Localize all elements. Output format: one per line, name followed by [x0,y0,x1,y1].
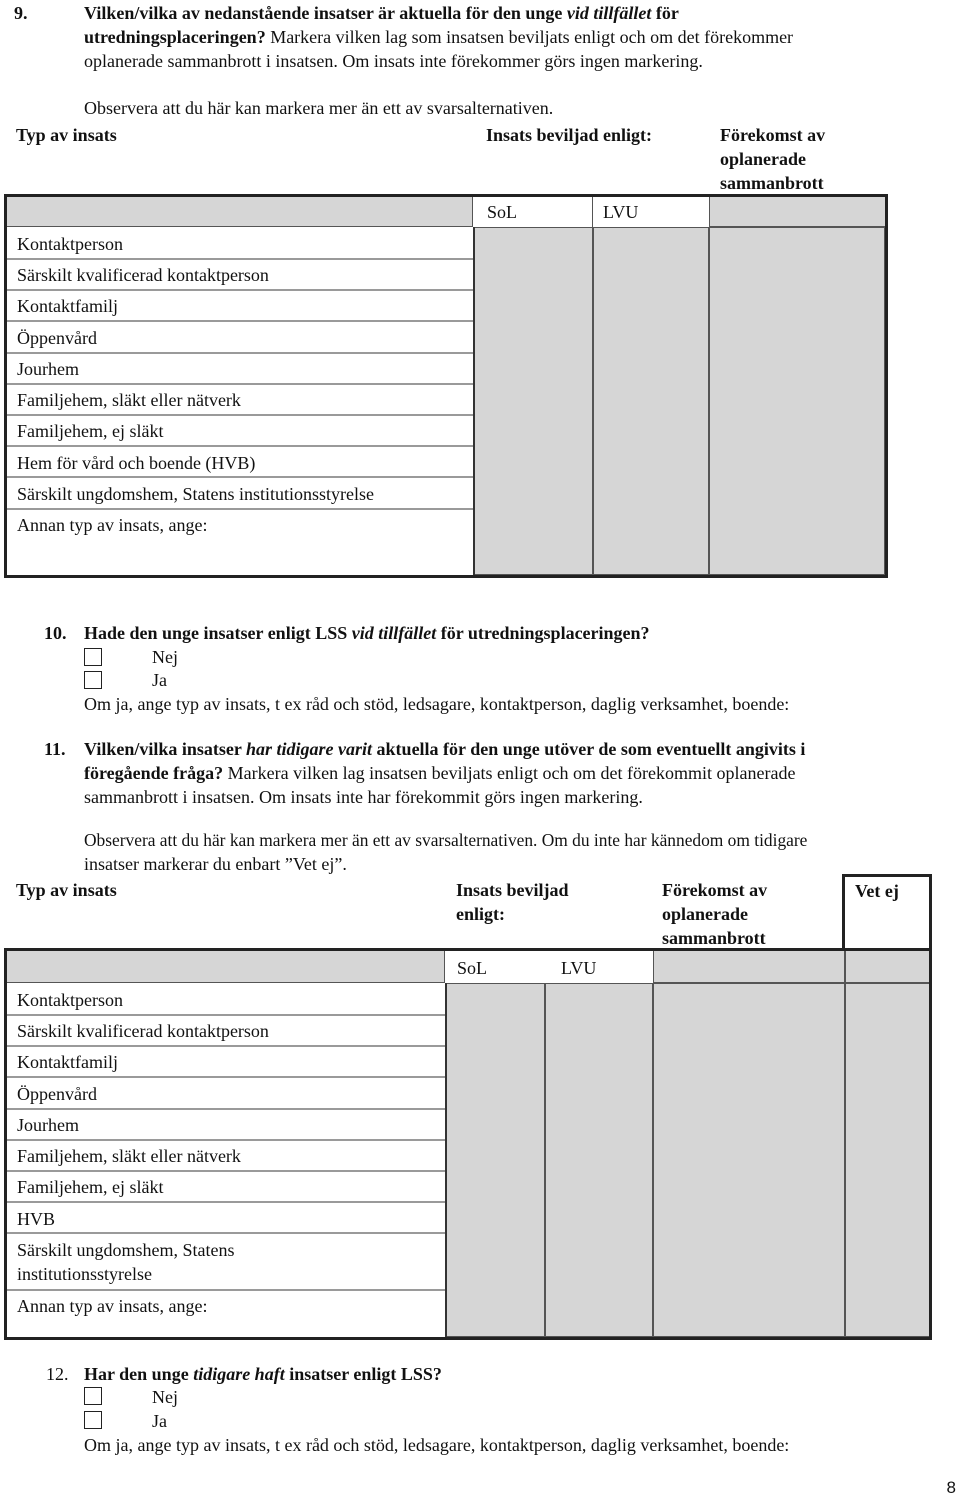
q11-col-type: Typ av insats [16,880,117,900]
q9-line1-b: för [651,3,679,23]
q11-type-header-shade [7,951,445,983]
q9-sol-header [473,197,593,227]
q9-lvu-header [593,197,709,227]
q9-col-type: Typ av insats [16,125,117,145]
q11-row-label: Kontaktperson [17,990,123,1010]
q11-lvu-column[interactable] [545,983,653,1337]
q11-row-label: Annan typ av insats, ange: [17,1296,208,1316]
row-separator [7,1201,445,1203]
q11-table [4,948,932,1340]
row-separator [7,1076,445,1078]
q10-yes-checkbox[interactable] [84,671,102,689]
row-separator [7,476,473,478]
q12-no-checkbox[interactable] [84,1387,102,1405]
q11-number: 11. [44,739,66,759]
q9-line2-rest: Markera vilken lag som insatsen beviljats enligt och om det förekommer [265,27,794,47]
q11-line1-a: Vilken/vilka insatser [84,739,247,759]
q11-note-2: insatser markerar du enbart ”Vet ej”. [84,854,347,874]
q10-no-label: Nej [152,647,178,667]
q9-lvu-column[interactable] [593,227,709,575]
q9-line1 [84,1,679,25]
q11-row-label: Jourhem [17,1115,79,1135]
q11-breakdown-column[interactable] [653,983,845,1337]
q9-row-label: Familjehem, ej släkt [17,421,164,441]
q12-text-a: Har den unge [84,1364,194,1384]
row-separator [7,445,473,447]
row-separator [7,1289,445,1291]
q9-note: Observera att du här kan markera mer än ett av svarsalternativen. [84,98,554,118]
q9-row-label: Kontaktfamilj [17,296,118,316]
q11-unknown-column[interactable] [845,983,929,1337]
q11-sol-column[interactable] [445,983,545,1337]
q11-row-label: Kontaktfamilj [17,1052,118,1072]
q10-no-checkbox[interactable] [84,648,102,666]
q9-row-label: Kontaktperson [17,234,123,254]
q9-row-label: Särskilt kvalificerad kontaktperson [17,265,269,285]
row-separator [7,508,473,510]
q9-line3: oplanerade sammanbrott i insatsen. Om insats inte förekommer görs ingen markering. [84,51,703,71]
q11-unknown-header-shade [845,951,929,983]
q10-text [84,621,650,645]
q11-line1 [84,737,805,761]
q11-row-label: institutionsstyrelse [17,1264,152,1284]
row-separator [7,1014,445,1016]
q9-line1-italic: vid tillfället [566,3,652,23]
q9-divider [473,227,475,575]
row-separator [7,1170,445,1172]
q12-text-b: insatser enligt LSS? [284,1364,442,1384]
q11-lvu-label: LVU [561,958,597,978]
row-separator [7,414,473,416]
q11-line1-italic: har tidigare varit [246,739,373,759]
q11-sol-label: SoL [457,958,488,978]
q9-row-label: Jourhem [17,359,79,379]
q12-no-label: Nej [152,1387,178,1407]
q10-text-italic: vid tillfället [351,623,437,643]
q9-row-label: Särskilt ungdomshem, Statens institutionsstyrelse [17,484,374,504]
q11-breakdown-header-shade [653,951,845,983]
q11-line3: sammanbrott i insatsen. Om insats inte har förekommit görs ingen markering. [84,787,643,807]
q11-col-unknown: Vet ej [855,881,899,901]
q9-lvu-label: LVU [603,202,639,222]
q9-row-label: Hem för vård och boende (HVB) [17,453,256,473]
q9-line2 [84,25,793,49]
q9-line2-bold: utredningsplaceringen? [84,27,266,47]
row-separator [7,1045,445,1047]
q12-text-italic: tidigare haft [193,1364,285,1384]
row-separator [7,352,473,354]
q9-row-label: Öppenvård [17,328,97,348]
q9-line1-a: Vilken/vilka av nedanstående insatser är aktuella för den unge [84,3,567,23]
row-separator [7,383,473,385]
q9-breakdown-header-shade [709,197,885,227]
q11-line2-rest: Markera vilken lag insatsen beviljats enligt och om det förekommit oplanerade [223,763,796,783]
q11-col-law-2: enligt: [456,904,505,924]
q9-type-header-shade [7,197,473,227]
q9-col-breakdown-2: oplanerade [720,149,807,169]
q10-yes-label: Ja [152,670,167,690]
row-separator [7,1232,445,1234]
q11-divider [445,983,447,1337]
row-separator [7,289,473,291]
q11-row-label: Familjehem, ej släkt [17,1177,164,1197]
q12-follow-up: Om ja, ange typ av insats, t ex råd och stöd, ledsagare, kontaktperson, daglig verksamhet, boende: [84,1435,790,1455]
q11-col-breakdown-2: oplanerade [662,904,749,924]
q11-row-label: Särskilt kvalificerad kontaktperson [17,1021,269,1041]
q11-row-label: HVB [17,1209,56,1229]
q11-line2-bold: föregående fråga? [84,763,224,783]
q9-number: 9. [14,3,28,23]
q11-line2 [84,761,795,785]
q11-unknown-header [842,874,932,950]
q9-table [4,194,888,578]
q9-col-breakdown-1: Förekomst av [720,125,826,145]
q10-text-b: för utredningsplaceringen? [436,623,650,643]
q11-row-label: Öppenvård [17,1084,97,1104]
page-number: 8 [946,1478,956,1497]
row-separator [7,1108,445,1110]
q11-row-label: Särskilt ungdomshem, Statens [17,1240,235,1260]
q11-col-breakdown-3: sammanbrott [662,928,766,948]
q12-yes-label: Ja [152,1411,167,1431]
row-separator [7,320,473,322]
q10-follow-up: Om ja, ange typ av insats, t ex råd och stöd, ledsagare, kontaktperson, daglig verksamhet, boende: [84,694,790,714]
q11-sol-header [445,951,545,983]
q11-col-breakdown-1: Förekomst av [662,880,768,900]
q12-number: 12. [46,1364,69,1384]
q9-row-label: Annan typ av insats, ange: [17,515,208,535]
q11-lvu-header [545,951,653,983]
q9-col-breakdown-3: sammanbrott [720,173,824,193]
q11-row-label: Familjehem, släkt eller nätverk [17,1146,241,1166]
q9-row-label: Familjehem, släkt eller nätverk [17,390,241,410]
q9-sol-label: SoL [487,202,518,222]
q9-sol-column[interactable] [473,227,593,575]
q9-breakdown-column[interactable] [709,227,885,575]
q11-note-1: Observera att du här kan markera mer än ett av svarsalternativen. Om du inte har kännedom om tidigare [84,830,808,850]
q9-col-law: Insats beviljad enligt: [486,125,653,145]
q10-number: 10. [44,623,67,643]
q12-yes-checkbox[interactable] [84,1411,102,1429]
row-separator [7,1139,445,1141]
q10-text-a: Hade den unge insatser enligt LSS [84,623,352,643]
q11-line1-b: aktuella för den unge utöver de som eventuellt angivits i [372,739,806,759]
q11-col-law-1: Insats beviljad [456,880,569,900]
row-separator [7,258,473,260]
q12-text [84,1362,442,1386]
